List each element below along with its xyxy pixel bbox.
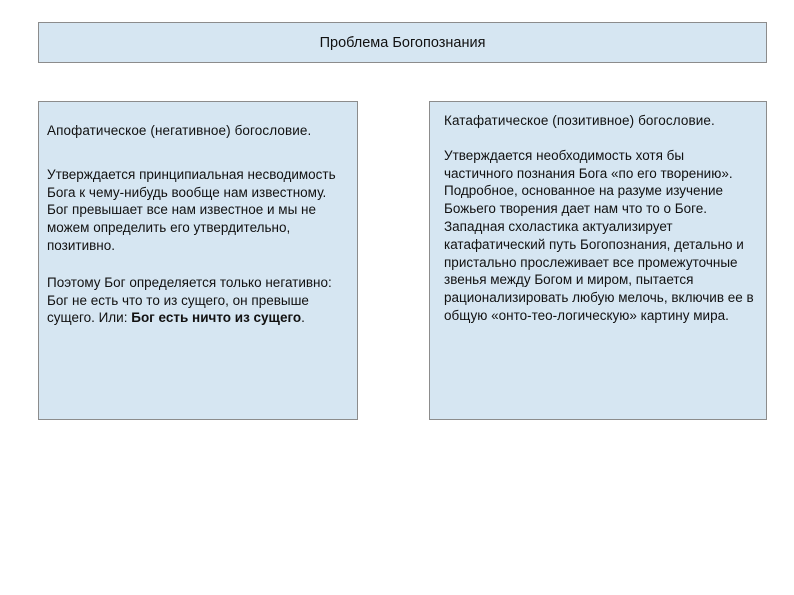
title-box	[38, 22, 767, 63]
cataphatic-paragraph-1: Утверждается необходимость хотя бы частичного познания Бога «по его творению». Подробное, основанное на разуме изучение Божьего творения дает нам что то о Боге. Западная схоластика актуализирует катафатический путь Богопознания, детально и пристально прослеживает все промежуточные звенья между Богом и миром, пытается рационализировать любую мелочь, включив ее в общую «онто-тео-логическую» картину мира.	[444, 147, 754, 323]
apophatic-heading: Апофатическое (негативное) богословие.	[47, 123, 312, 138]
apophatic-paragraph-1: Утверждается принципиальная несводимость Бога к чему-нибудь вообще нам известному. Бог превышает все нам известное и мы не можем определить его утвердительно, позитивно.	[47, 166, 336, 253]
apophatic-box	[38, 101, 358, 420]
apophatic-paragraph-2-text: Поэтому Бог определяется только негативно: Бог не есть что то из сущего, он превыше сущего. Или:	[47, 274, 332, 326]
apophatic-paragraph-2	[47, 274, 349, 327]
cataphatic-heading: Катафатическое (позитивное) богословие.	[444, 113, 715, 128]
cataphatic-box	[429, 101, 767, 420]
apophatic-bold-statement: Бог есть ничто из сущего	[131, 310, 302, 326]
apophatic-paragraph-2-end: .	[301, 310, 305, 326]
page-title: Проблема Богопознания	[319, 34, 486, 51]
